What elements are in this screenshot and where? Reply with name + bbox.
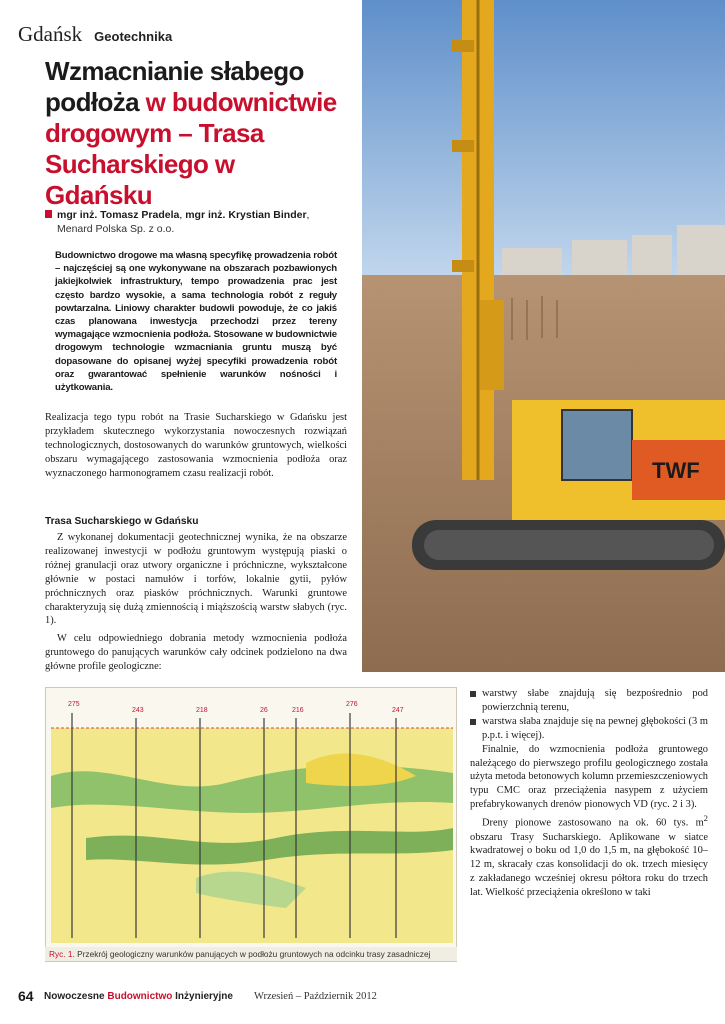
list-item [470, 687, 708, 715]
magazine-name-3: Inżynieryjne [172, 991, 233, 1002]
header-section: Geotechnika [94, 29, 173, 44]
svg-text:218: 218 [196, 707, 208, 714]
section-subheading: Trasa Sucharskiego w Gdańsku [45, 516, 199, 527]
right-paragraph-2-start: Dreny pionowe zastosowano na ok. 60 tys. m [482, 817, 704, 829]
title-line-3: drogowym – Trasa [45, 118, 264, 148]
title-line-4: Sucharskiego w Gdańsku [45, 149, 235, 210]
author-separator: , [179, 209, 186, 221]
right-column [470, 687, 708, 900]
right-paragraph-2-rest: obszaru Trasy Sucharskiego. Aplikowane w siatce kwadratowej o boku od 1,0 do 1,5 m, na głębokość 10–12 m, skracały czas konsolidacji do ok. trzech miesięcy z zakładanego wcześniej okresu półtora roku do trzech lat. Wielkość przeciążenia określono w taki [470, 831, 708, 899]
issue-date: Wrzesień – Październik 2012 [254, 991, 377, 1002]
author-trailing-comma: , [306, 209, 310, 221]
drilling-rig-illustration [362, 0, 725, 672]
bullet-text-2: warstwa słaba znajduje się na pewnej głębokości (3 m p.p.t. i więcej). [482, 715, 708, 741]
page-header [18, 22, 172, 46]
title-line-1: Wzmacnianie słabego [45, 56, 304, 86]
bullet-icon [470, 691, 476, 697]
right-paragraph-1: Finalnie, do wzmocnienia podłoża gruntowego należącego do pierwszego profilu geologicznego została użyta metoda betonowych kolumn przemieszczeniowych typu CMC oraz przeciążenia nasypem z użyciem prefabrykowanych drenów pionowych VD (ryc. 2 i 3). [470, 743, 708, 811]
title-line-2-dark: podłoża [45, 87, 140, 117]
lead-paragraph: Budownictwo drogowe ma własną specyfikę prowadzenia robót – najczęściej są one wykonywane na obszarach pozbawionych jakiejkolwiek infrastruktury, tempo prowadzenia prac jest często bardzo wysokie, a sama technologia robót z reguły powtarzalna. Liniowy charakter budowli powoduje, że co jakiś czas planowana inwestycja przechodzi przez tereny wymagające wzmocnienia podłoża. Stosowane w budownictwie drogowym technologie wzmacniania gruntu muszą być dopasowane do opisanej wyżej specyfiki prowadzenia robót oraz gwarantować spełnienie warunków nośności i użytkowania. [55, 250, 337, 394]
svg-text:276: 276 [346, 701, 358, 708]
construction-photo [362, 0, 725, 672]
author-2: mgr inż. Krystian Binder [185, 209, 307, 221]
article-title [45, 56, 345, 211]
list-item [470, 715, 708, 743]
rig-brand-label: TWF [652, 458, 700, 483]
figure-caption [45, 947, 457, 961]
magazine-name-1: Nowoczesne [44, 991, 108, 1002]
svg-text:26: 26 [260, 707, 268, 714]
author-marker-icon [45, 210, 52, 218]
superscript-2: 2 [703, 813, 708, 824]
author-1: mgr inż. Tomasz Pradela [57, 209, 180, 221]
page-footer [18, 988, 708, 1008]
svg-text:275: 275 [68, 701, 80, 708]
geology-cross-section [46, 688, 457, 948]
right-paragraph-2 [470, 812, 708, 900]
title-line-2-red: w budownictwie [139, 87, 337, 117]
intro-paragraph: Realizacja tego typu robót na Trasie Sucharskiego w Gdańsku jest przykładem skutecznego wykorzystania nowoczesnych rozwiązań technologicznych, dostosowanych do warunków gruntowych, wielkości obszaru wymagającego zastosowania wzmocnienia podłoża oraz wyznaczonego harmonogramem czasu realizacji robót. [45, 412, 347, 479]
svg-text:216: 216 [292, 707, 304, 714]
bullet-icon [470, 719, 476, 725]
caption-label: Ryc. 1. [49, 949, 75, 959]
magazine-name-2: Budownictwo [107, 991, 173, 1002]
caption-text: Przekrój geologiczny warunków panujących w podłożu gruntowych na odcinku trasy zasadniczej [74, 949, 431, 959]
page-number: 64 [18, 988, 34, 1004]
magazine-name [44, 991, 233, 1002]
rig-cab [512, 400, 725, 520]
bullet-text-1: warstwy słabe znajdują się bezpośrednio pod powierzchnią terenu, [482, 688, 708, 713]
svg-text:247: 247 [392, 707, 404, 714]
body-paragraph-2: W celu odpowiedniego dobrania metody wzmocnienia podłoża gruntowego do panujących warunków cały odcinek podzielono na dwa główne profile geologiczne: [45, 633, 347, 672]
body-paragraph-1: Z wykonanej dokumentacji geotechnicznej wynika, że na obszarze realizowanej inwestycji w podłożu gruntowym występują piaski o różnej granulacji oraz utwory organiczne i próchniczne, wykształcone głównie w postaci namułów i torfów, lokalnie gytii, pyłów próchnicznych oraz piasków próchnicznych. Warunki gruntowe charakteryzują się dużą zmiennością i miąższością warstw słabych (ryc. 1). [45, 532, 347, 627]
profile-list [470, 687, 708, 743]
header-city: Gdańsk [18, 22, 83, 46]
author-company: Menard Polska Sp. z o.o. [57, 223, 175, 235]
geology-cross-section-figure [45, 687, 457, 962]
authors-block [45, 208, 345, 236]
tracks [412, 520, 725, 570]
svg-text:243: 243 [132, 707, 144, 714]
